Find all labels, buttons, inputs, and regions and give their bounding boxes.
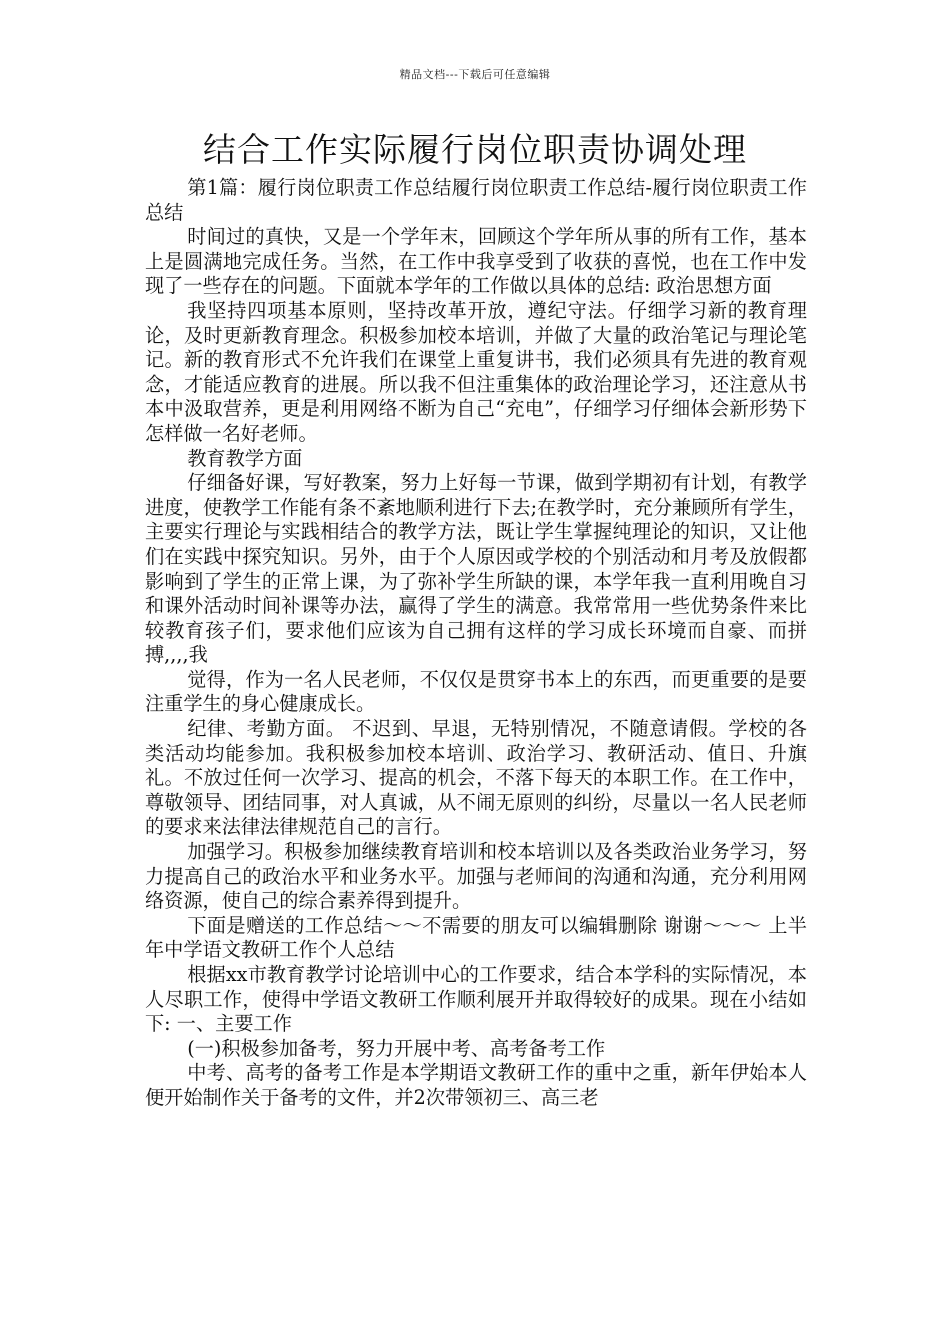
- paragraph: 时间过的真快，又是一个学年末，回顾这个学年所从事的所有工作，基本上是圆满地完成任务。当然，在工作中我享受到了收获的喜悦，也在工作中发现了一些存在的问题。下面就本学年的工作做以具体的总结: 政治思想方面: [145, 225, 807, 298]
- section-heading: (一)积极参加备考，努力开展中考、高考备考工作: [187, 1036, 606, 1060]
- paragraph-section-intro: 第1篇：履行岗位职责工作总结履行岗位职责工作总结-履行岗位职责工作总结: [145, 176, 807, 224]
- paragraph: 中考、高考的备考工作是本学期语文教研工作的重中之重，新年伊始本人便开始制作关于备考的文件，并2次带领初三、高三老: [145, 1061, 807, 1109]
- paragraph: 加强学习。积极参加继续教育培训和校本培训以及各类政治业务学习，努力提高自己的政治水平和业务水平。加强与老师间的沟通和沟通，充分利用网络资源，使自己的综合素养得到提升。: [145, 840, 807, 913]
- paragraph: 纪律、考勤方面。 不迟到、早退，无特别情况，不随意请假。学校的各类活动均能参加。我积极参加校本培训、政治学习、教研活动、值日、升旗礼。不放过任何一次学习、提高的机会，不落下每天的本职工作。在工作中，尊敬领导、团结同事，对人真诚，从不闹无原则的纠纷，尽量以一名人民老师的要求来法律法律规范自己的言行。: [145, 717, 807, 839]
- paragraph: 仔细备好课，写好教案，努力上好每一节课，做到学期初有计划，有教学进度，使教学工作能有条不紊地顺利进行下去;在教学时，充分兼顾所有学生，主要实行理论与实践相结合的教学方法，既让学生掌握纯理论的知识，又让他们在实践中探究知识。另外，由于个人原因或学校的个别活动和月考及放假都影响到了学生的正常上课，为了弥补学生所缺的课，本学年我一直利用晚自习和课外活动时间补课等办法，赢得了学生的满意。我常常用一些优势条件来比较教育孩子们，要求他们应该为自己拥有这样的学习成长环境而自豪、而拼搏,,,,我: [145, 471, 807, 667]
- section-heading: 教育教学方面: [187, 446, 303, 470]
- paragraph: 觉得，作为一名人民老师，不仅仅是贯穿书本上的东西，而更重要的是要注重学生的身心健康成长。: [145, 667, 807, 716]
- paragraph: 根据xx市教育教学讨论培训中心的工作要求，结合本学科的实际情况，本人尽职工作，使得中学语文教研工作顺利展开并取得较好的成果。现在小结如下: 一、主要工作: [145, 963, 807, 1036]
- document-title: 结合工作实际履行岗位职责协调处理: [203, 130, 747, 169]
- header-note: 精品文档---下载后可任意编辑: [399, 68, 551, 81]
- document-body: [145, 176, 807, 1111]
- paragraph: 我坚持四项基本原则，坚持改革开放，遵纪守法。仔细学习新的教育理论，及时更新教育理念。积极参加校本培训，并做了大量的政治笔记与理论笔记。新的教育形式不允许我们在课堂上重复讲书，我们必须具有先进的教育观念，才能适应教育的进展。所以我不但注重集体的政治理论学习，还注意从书本中汲取营养，更是利用网络不断为自己“充电”，仔细学习仔细体会新形势下怎样做一名好老师。: [145, 298, 807, 445]
- paragraph: 下面是赠送的工作总结～～不需要的朋友可以编辑删除 谢谢～～～ 上半年中学语文教研工作个人总结: [145, 913, 807, 962]
